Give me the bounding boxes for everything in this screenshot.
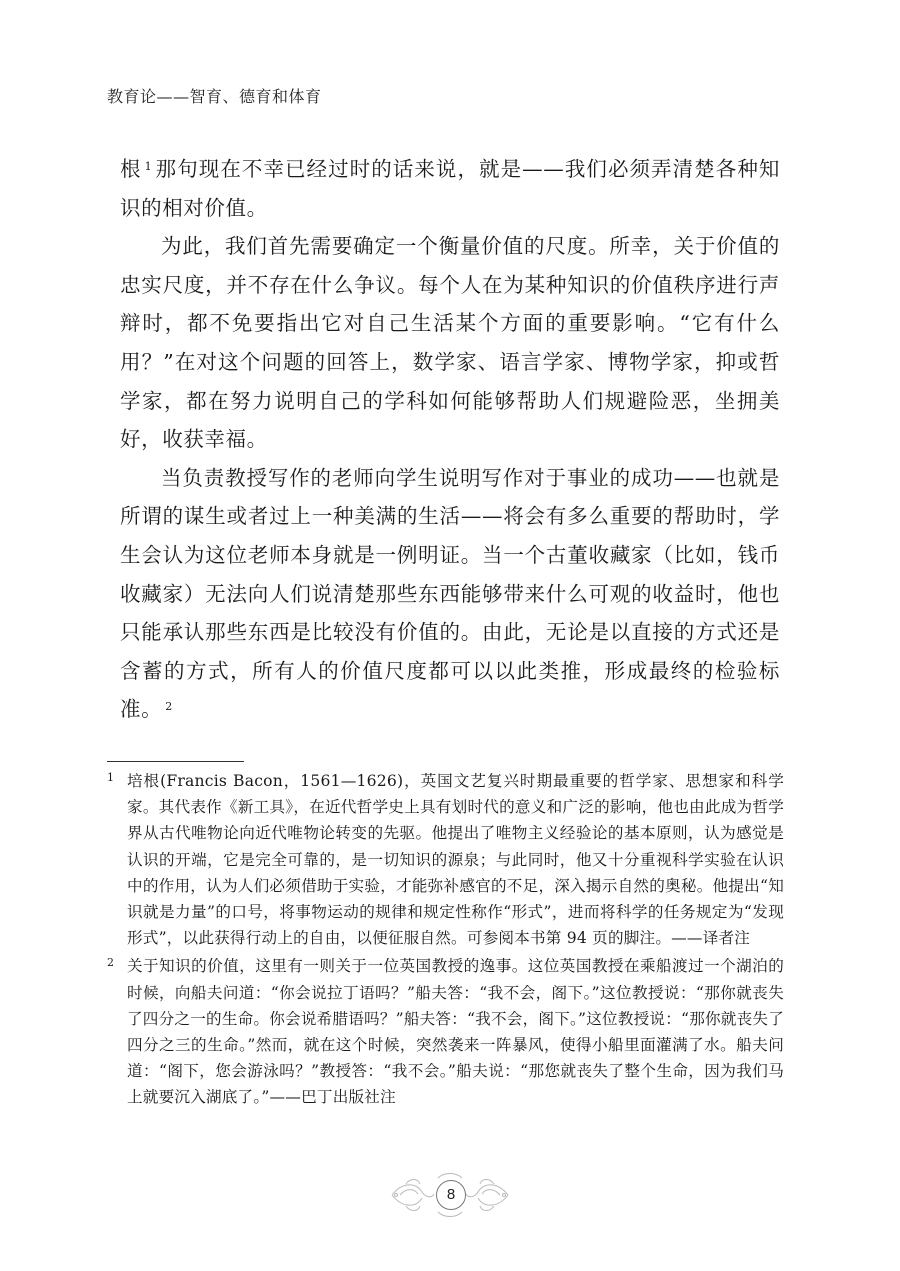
page-number: 8	[436, 1180, 466, 1210]
paragraph-2: 为此，我们首先需要确定一个衡量价值的尺度。所幸，关于价值的忠实尺度，并不存在什么争议。每个人在为某种知识的价值秩序进行声辩时，都不免要指出它对自己生活某个方面的重要影响。“它有什么用？”在对这个问题的回答上，数学家、语言学家、博物学家，抑或哲学家，都在努力说明自己的学科如何能够帮助人们规避险恶，坐拥美好，收获幸福。	[120, 234, 780, 452]
footnote-ref-1: 1	[144, 160, 153, 173]
footnote-divider	[107, 761, 244, 762]
paragraph-1-rest: 那句现在不幸已经过时的话来说，就是——我们必须弄清楚各种知识的相对价值。	[120, 157, 780, 220]
page-footer	[388, 1170, 512, 1224]
footnote-1	[107, 768, 784, 951]
footnote-ref-2: 2	[165, 700, 173, 714]
paragraph-1-start: 根	[120, 157, 142, 181]
footnote-2-text: 关于知识的价值，这里有一则关于一位英国教授的逸事。这位英国教授在乘船渡过一个湖泊的时候，向船夫问道：“你会说拉丁语吗？”船夫答：“我不会，阁下。”这位教授说：“那你就丧失了四分之一的生命。你会说希腊语吗？”船夫答：“我不会，阁下。”这位教授说：“那你就丧失了四分之三的生命。”然而，就在这个时候，突然袭来一阵暴风，使得小船里面灌满了水。船夫问道：“阁下，您会游泳吗？”教授答：“我不会。”船夫说：“那您就丧失了整个生命，因为我们马上就要沉入湖底了。”——巴丁出版社注	[127, 957, 784, 1107]
main-text	[120, 150, 780, 729]
running-head: 教育论——智育、德育和体育	[107, 87, 322, 106]
paragraph-3	[120, 459, 780, 729]
paragraph-1	[120, 150, 780, 227]
footnote-1-text: 培根(Francis Bacon，1561—1626)，英国文艺复兴时期最重要的哲学家、思想家和科学家。其代表作《新工具》，在近代哲学史上具有划时代的意义和广泛的影响，他也由此成为哲学界从古代唯物论向近代唯物论转变的先驱。他提出了唯物主义经验论的基本原则，认为感觉是认识的开端，它是完全可靠的，是一切知识的源泉；与此同时，他又十分重视科学实验在认识中的作用，认为人们必须借助于实验，才能弥补感官的不足，深入揭示自然的奥秘。他提出“知识就是力量”的口号，将事物运动的规律和规定性称作“形式”，进而将科学的任务规定为“发现形式”，以此获得行动上的自由，以便征服自然。可参阅本书第 94 页的脚注。——译者注	[127, 772, 784, 948]
footnotes	[107, 768, 784, 1113]
footnote-2-mark: 2	[107, 956, 115, 970]
footnote-1-mark: 1	[107, 771, 115, 784]
footnote-2	[107, 953, 784, 1110]
paragraph-3-text: 当负责教授写作的老师向学生说明写作对于事业的成功——也就是所谓的谋生或者过上一种美满的生活——将会有多么重要的帮助时，学生会认为这位老师本身就是一例明证。当一个古董收藏家（比如，钱币收藏家）无法向人们说清楚那些东西能够带来什么可观的收益时，他也只能承认那些东西是比较没有价值的。由此，无论是以直接的方式还是含蓄的方式，所有人的价值尺度都可以以此类推，形成最终的检验标准。	[120, 465, 780, 722]
